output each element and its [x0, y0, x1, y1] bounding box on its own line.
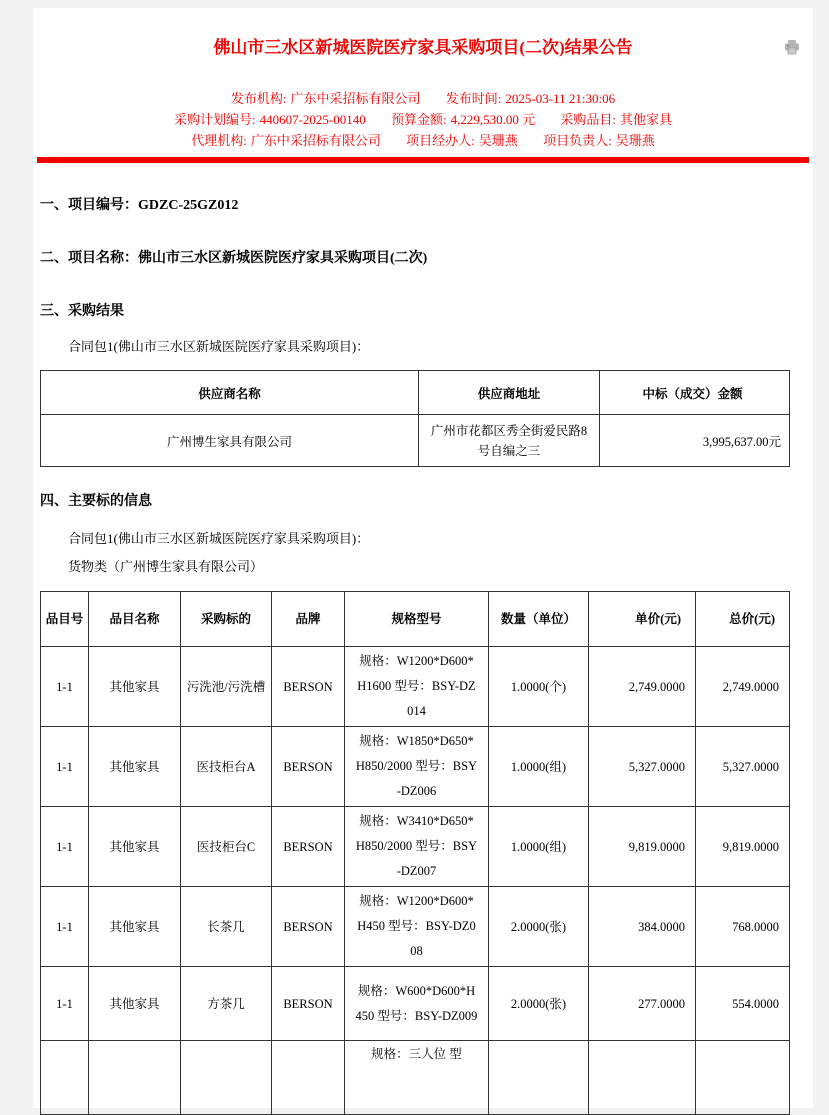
budget-amount-value: 4,229,530.00 元	[450, 112, 536, 127]
printer-icon	[783, 44, 801, 59]
quantity-unit-header: 数量（单位）	[489, 592, 589, 647]
quantity-unit-cell: 1.0000(组)	[489, 727, 589, 807]
section-project-name: 二、项目名称：佛山市三水区新城医院医疗家具采购项目(二次)	[40, 251, 428, 266]
item-name-cell: 其他家具	[89, 887, 181, 967]
spec-model-cell: 规格：W3410*D650*H850/2000 型号：BSY-DZ007	[345, 807, 489, 887]
supplier-name-header: 供应商名称	[41, 371, 419, 415]
page-title: 佛山市三水区新城医院医疗家具采购项目(二次)结果公告	[213, 38, 633, 57]
item-no-cell: 1-1	[41, 727, 89, 807]
contract-package-line-2: 合同包1(佛山市三水区新城医院医疗家具采购项目)：	[68, 531, 370, 546]
total-price-cell: 5,327.0000	[696, 727, 790, 807]
plan-number-label: 采购计划编号:	[173, 112, 256, 127]
total-price-cell: 554.0000	[696, 967, 790, 1041]
project-handler-value: 吴珊燕	[478, 133, 518, 148]
item-name-cell	[89, 1041, 181, 1115]
brand-cell	[272, 1041, 345, 1115]
spec-model-cell: 规格：W600*D600*H450 型号：BSY-DZ009	[345, 967, 489, 1041]
spec-model-cell: 规格：W1200*D600*H1600 型号：BSY-DZ014	[345, 647, 489, 727]
publish-time	[446, 88, 615, 109]
budget-amount	[391, 109, 535, 130]
table-row	[41, 887, 790, 967]
procurement-target-cell: 方茶几	[181, 967, 272, 1041]
quantity-unit-cell: 1.0000(个)	[489, 647, 589, 727]
total-price-cell	[696, 1041, 790, 1115]
total-price-cell: 9,819.0000	[696, 807, 790, 887]
project-handler-label: 项目经办人:	[406, 133, 475, 148]
meta-line-1	[33, 88, 813, 109]
unit-price-cell: 277.0000	[589, 967, 696, 1041]
table-row	[41, 647, 790, 727]
publish-time-label: 发布时间:	[445, 91, 502, 106]
brand-cell: BERSON	[272, 887, 345, 967]
procurement-target-cell: 医技柜台A	[181, 727, 272, 807]
unit-price-cell: 9,819.0000	[589, 807, 696, 887]
unit-price-cell: 384.0000	[589, 887, 696, 967]
total-price-cell: 768.0000	[696, 887, 790, 967]
supplier-result-table	[40, 370, 790, 467]
agency-label: 代理机构:	[191, 133, 247, 148]
item-no-header: 品目号	[41, 592, 89, 647]
brand-cell: BERSON	[272, 807, 345, 887]
procurement-target-cell: 长茶几	[181, 887, 272, 967]
project-leader-label: 项目负责人:	[543, 133, 612, 148]
item-no-cell	[41, 1041, 89, 1115]
publisher-value: 广东中采招标有限公司	[290, 91, 421, 106]
document-body	[33, 196, 813, 1115]
supplier-address-header: 供应商地址	[419, 371, 600, 415]
item-name-cell: 其他家具	[89, 967, 181, 1041]
project-leader	[543, 130, 655, 151]
unit-price-cell: 5,327.0000	[589, 727, 696, 807]
award-amount-header: 中标（成交）金额	[600, 371, 790, 415]
procurement-category-value: 其他家具	[620, 112, 673, 127]
brand-cell: BERSON	[272, 647, 345, 727]
table-header-row	[41, 371, 790, 415]
section-main-target-info: 四、主要标的信息	[40, 494, 152, 509]
section-project-number: 一、项目编号：GDZC-25GZ012	[40, 198, 239, 213]
meta-line-2	[33, 109, 813, 130]
item-no-cell: 1-1	[41, 967, 89, 1041]
procurement-category	[560, 109, 672, 130]
unit-price-cell: 2,749.0000	[589, 647, 696, 727]
budget-amount-label: 预算金额:	[391, 112, 447, 127]
quantity-unit-cell	[489, 1041, 589, 1115]
brand-header: 品牌	[272, 592, 345, 647]
print-button[interactable]	[783, 38, 801, 56]
plan-number	[174, 109, 366, 130]
meta-line-3	[33, 130, 813, 151]
project-handler	[406, 130, 518, 151]
plan-number-value: 440607-2025-00140	[259, 112, 366, 127]
item-no-cell: 1-1	[41, 647, 89, 727]
project-leader-value: 吴珊燕	[615, 133, 655, 148]
publisher-label: 发布机构:	[230, 91, 287, 106]
publisher	[231, 88, 421, 109]
unit-price-cell	[589, 1041, 696, 1115]
spec-model-cell: 规格：W1200*D600*H450 型号：BSY-DZ008	[345, 887, 489, 967]
total-price-cell: 2,749.0000	[696, 647, 790, 727]
section-procurement-result: 三、采购结果	[40, 304, 124, 319]
double-red-divider	[37, 157, 809, 163]
item-name-header: 品目名称	[89, 592, 181, 647]
award-amount-cell: 3,995,637.00元	[600, 415, 790, 467]
table-row	[41, 727, 790, 807]
unit-price-header: 单价(元)	[589, 592, 696, 647]
procurement-target-header: 采购标的	[181, 592, 272, 647]
spec-model-cell: 规格：三人位 型	[345, 1041, 489, 1115]
procurement-target-cell	[181, 1041, 272, 1115]
procurement-target-cell: 污洗池/污洗槽	[181, 647, 272, 727]
agency-value: 广东中采招标有限公司	[250, 133, 381, 148]
agency	[191, 130, 381, 151]
quantity-unit-cell: 2.0000(张)	[489, 887, 589, 967]
publish-time-value: 2025-03-11 21:30:06	[505, 91, 616, 106]
brand-cell: BERSON	[272, 727, 345, 807]
spec-model-header: 规格型号	[345, 592, 489, 647]
quantity-unit-cell: 2.0000(张)	[489, 967, 589, 1041]
item-name-cell: 其他家具	[89, 647, 181, 727]
meta-block	[33, 88, 813, 151]
table-row	[41, 415, 790, 467]
main-target-table	[40, 591, 790, 1115]
table-row	[41, 1041, 790, 1115]
announcement-card	[33, 8, 813, 1108]
goods-category-line: 货物类（广州博生家具有限公司）	[68, 559, 264, 574]
quantity-unit-cell: 1.0000(组)	[489, 807, 589, 887]
item-name-cell: 其他家具	[89, 727, 181, 807]
brand-cell: BERSON	[272, 967, 345, 1041]
supplier-address-cell: 广州市花都区秀全街爱民路8号自编之三	[419, 415, 600, 467]
table-header-row	[41, 592, 790, 647]
item-no-cell: 1-1	[41, 887, 89, 967]
table-row	[41, 967, 790, 1041]
item-name-cell: 其他家具	[89, 807, 181, 887]
procurement-target-cell: 医技柜台C	[181, 807, 272, 887]
item-no-cell: 1-1	[41, 807, 89, 887]
table-row	[41, 807, 790, 887]
contract-package-line-1: 合同包1(佛山市三水区新城医院医疗家具采购项目)：	[68, 339, 370, 354]
procurement-category-label: 采购品目:	[560, 112, 617, 127]
spec-model-cell: 规格：W1850*D650*H850/2000 型号：BSY-DZ006	[345, 727, 489, 807]
supplier-name-cell: 广州博生家具有限公司	[41, 415, 419, 467]
total-price-header: 总价(元)	[696, 592, 790, 647]
